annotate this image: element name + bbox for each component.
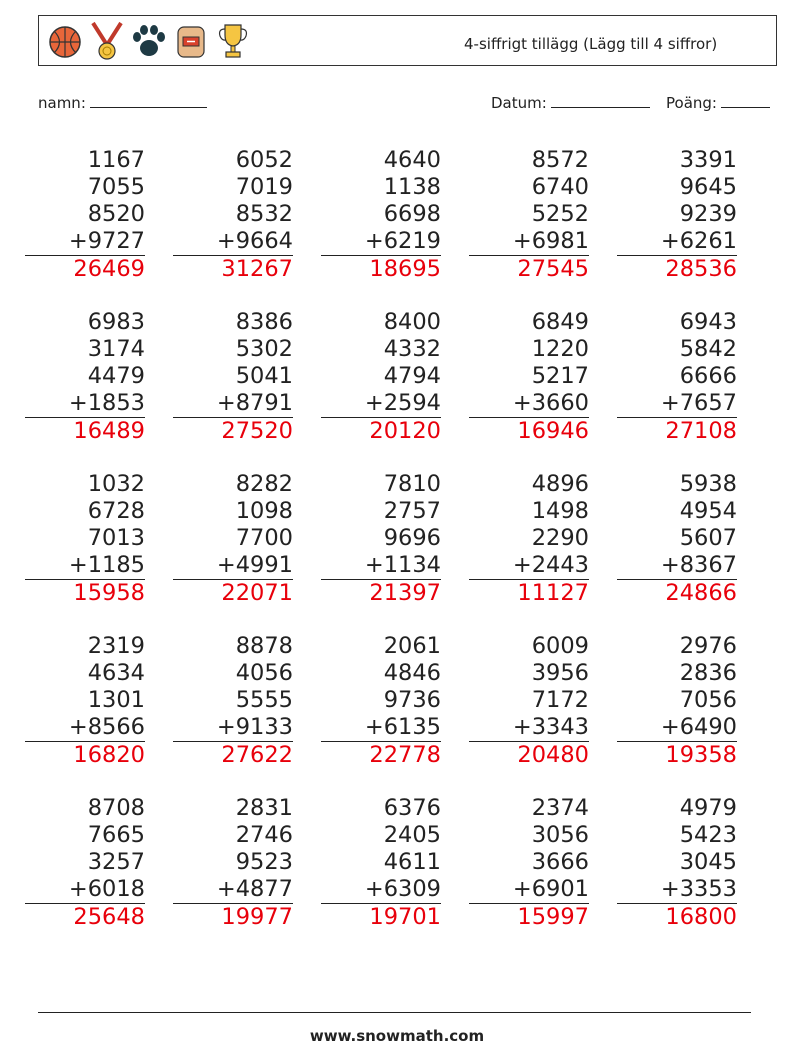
addend-with-plus: +6490	[617, 714, 737, 742]
addend: 7056	[679, 687, 737, 713]
addend-with-plus: +4991	[173, 552, 293, 580]
addition-problem	[617, 147, 737, 283]
addend-with-plus: +1134	[321, 552, 441, 580]
addend-with-plus: +6981	[469, 228, 589, 256]
worksheet-title: 4-siffrigt tillägg (Lägg till 4 siffror)	[464, 35, 718, 53]
addend: 4794	[383, 363, 441, 389]
paw-print-icon	[131, 21, 167, 61]
addition-problem	[469, 471, 589, 607]
addend: 4332	[383, 336, 441, 362]
addend: 7665	[87, 822, 145, 848]
answer: 16820	[73, 742, 145, 768]
answer: 11127	[517, 580, 589, 606]
medal-icon	[89, 21, 125, 61]
addend: 4896	[531, 471, 589, 497]
addend: 4611	[383, 849, 441, 875]
score-field[interactable]	[666, 93, 770, 112]
answer: 24866	[665, 580, 737, 606]
addition-problem	[25, 471, 145, 607]
name-line	[90, 93, 207, 108]
addend: 2061	[383, 633, 441, 659]
addend: 4640	[383, 147, 441, 173]
addition-problem	[173, 795, 293, 931]
answer: 20480	[517, 742, 589, 768]
name-label: namn:	[38, 94, 86, 112]
answer: 16489	[73, 418, 145, 444]
addend: 6983	[87, 309, 145, 335]
addend: 2836	[679, 660, 737, 686]
addend: 8708	[87, 795, 145, 821]
addend: 3956	[531, 660, 589, 686]
addend: 3045	[679, 849, 737, 875]
addition-problem	[469, 633, 589, 769]
addend: 5217	[531, 363, 589, 389]
addend: 2290	[531, 525, 589, 551]
addition-problem	[173, 633, 293, 769]
basketball-icon	[47, 21, 83, 61]
answer: 15958	[73, 580, 145, 606]
addend: 1301	[87, 687, 145, 713]
addend: 3257	[87, 849, 145, 875]
addend: 6728	[87, 498, 145, 524]
addend-with-plus: +3353	[617, 876, 737, 904]
answer: 27108	[665, 418, 737, 444]
answer: 28536	[665, 256, 737, 282]
addend: 9523	[235, 849, 293, 875]
addend: 6376	[383, 795, 441, 821]
addend: 5041	[235, 363, 293, 389]
addend: 2319	[87, 633, 145, 659]
addend-with-plus: +7657	[617, 390, 737, 418]
addend-with-plus: +6219	[321, 228, 441, 256]
addition-problem	[321, 633, 441, 769]
addend: 9239	[679, 201, 737, 227]
measuring-tape-icon	[173, 21, 209, 61]
addition-problem	[321, 309, 441, 445]
addend: 6052	[235, 147, 293, 173]
answer: 27622	[221, 742, 293, 768]
addend: 5842	[679, 336, 737, 362]
addition-problem	[173, 471, 293, 607]
trophy-icon	[215, 21, 251, 61]
addition-problem	[617, 633, 737, 769]
addend-with-plus: +9664	[173, 228, 293, 256]
addend: 4846	[383, 660, 441, 686]
addition-problem	[321, 795, 441, 931]
addend: 6698	[383, 201, 441, 227]
addend-with-plus: +2443	[469, 552, 589, 580]
answer: 27520	[221, 418, 293, 444]
name-field[interactable]	[38, 93, 207, 112]
addend: 6943	[679, 309, 737, 335]
addend: 1220	[531, 336, 589, 362]
header-icons	[47, 21, 251, 61]
addend-with-plus: +3660	[469, 390, 589, 418]
addend-with-plus: +1185	[25, 552, 145, 580]
addend: 2405	[383, 822, 441, 848]
addition-problem	[469, 309, 589, 445]
addend: 3666	[531, 849, 589, 875]
addend: 7019	[235, 174, 293, 200]
addend: 8572	[531, 147, 589, 173]
addition-problem	[469, 795, 589, 931]
addend: 8400	[383, 309, 441, 335]
addend: 4634	[87, 660, 145, 686]
addend-with-plus: +4877	[173, 876, 293, 904]
addend: 8532	[235, 201, 293, 227]
addend-with-plus: +2594	[321, 390, 441, 418]
score-line	[721, 93, 770, 108]
addend-with-plus: +3343	[469, 714, 589, 742]
addend: 9645	[679, 174, 737, 200]
answer: 22071	[221, 580, 293, 606]
addend-with-plus: +9133	[173, 714, 293, 742]
addend: 7172	[531, 687, 589, 713]
worksheet-header	[38, 15, 777, 66]
addend: 6740	[531, 174, 589, 200]
addend: 6849	[531, 309, 589, 335]
date-line	[551, 93, 650, 108]
addend: 8520	[87, 201, 145, 227]
addend: 9696	[383, 525, 441, 551]
addition-problem	[321, 471, 441, 607]
answer: 19701	[369, 904, 441, 930]
answer: 16800	[665, 904, 737, 930]
footer-divider	[38, 1012, 751, 1013]
addition-problem	[617, 795, 737, 931]
addend: 7013	[87, 525, 145, 551]
addend: 6009	[531, 633, 589, 659]
addend: 2374	[531, 795, 589, 821]
answer: 19358	[665, 742, 737, 768]
answer: 26469	[73, 256, 145, 282]
addend: 4479	[87, 363, 145, 389]
addition-problem	[321, 147, 441, 283]
addend-with-plus: +6261	[617, 228, 737, 256]
addend: 1167	[87, 147, 145, 173]
answer: 21397	[369, 580, 441, 606]
answer: 18695	[369, 256, 441, 282]
addition-problem	[25, 309, 145, 445]
footer-site: www.snowmath.com	[309, 1027, 485, 1045]
addend-with-plus: +6309	[321, 876, 441, 904]
answer: 20120	[369, 418, 441, 444]
addend: 5423	[679, 822, 737, 848]
addend-with-plus: +8566	[25, 714, 145, 742]
addition-problem	[617, 471, 737, 607]
addend: 9736	[383, 687, 441, 713]
addend-with-plus: +8367	[617, 552, 737, 580]
addend: 8386	[235, 309, 293, 335]
addend: 5555	[235, 687, 293, 713]
addend-with-plus: +8791	[173, 390, 293, 418]
score-label: Poäng:	[666, 94, 717, 112]
answer: 15997	[517, 904, 589, 930]
addend: 3056	[531, 822, 589, 848]
addend: 7810	[383, 471, 441, 497]
addition-problem	[469, 147, 589, 283]
addition-problem	[173, 309, 293, 445]
addend: 8282	[235, 471, 293, 497]
addend: 5302	[235, 336, 293, 362]
addend: 3174	[87, 336, 145, 362]
addend: 7700	[235, 525, 293, 551]
addition-problem	[173, 147, 293, 283]
addend: 1498	[531, 498, 589, 524]
addition-problem	[25, 795, 145, 931]
addend: 2746	[235, 822, 293, 848]
addition-problem	[25, 147, 145, 283]
date-field[interactable]	[491, 93, 650, 112]
addition-problem	[25, 633, 145, 769]
addend: 5938	[679, 471, 737, 497]
addend: 1032	[87, 471, 145, 497]
addend: 5607	[679, 525, 737, 551]
addend: 4056	[235, 660, 293, 686]
addend: 7055	[87, 174, 145, 200]
addend: 2976	[679, 633, 737, 659]
answer: 27545	[517, 256, 589, 282]
answer: 16946	[517, 418, 589, 444]
addend: 1138	[383, 174, 441, 200]
addend: 1098	[235, 498, 293, 524]
answer: 22778	[369, 742, 441, 768]
addend: 6666	[679, 363, 737, 389]
addend: 8878	[235, 633, 293, 659]
addend: 2757	[383, 498, 441, 524]
addition-problem	[617, 309, 737, 445]
addend: 3391	[679, 147, 737, 173]
addend-with-plus: +6018	[25, 876, 145, 904]
addend: 4979	[679, 795, 737, 821]
addend: 4954	[679, 498, 737, 524]
addend-with-plus: +6135	[321, 714, 441, 742]
addend-with-plus: +1853	[25, 390, 145, 418]
addend-with-plus: +6901	[469, 876, 589, 904]
addend: 5252	[531, 201, 589, 227]
answer: 25648	[73, 904, 145, 930]
answer: 31267	[221, 256, 293, 282]
answer: 19977	[221, 904, 293, 930]
addend-with-plus: +9727	[25, 228, 145, 256]
date-label: Datum:	[491, 94, 547, 112]
addend: 2831	[235, 795, 293, 821]
